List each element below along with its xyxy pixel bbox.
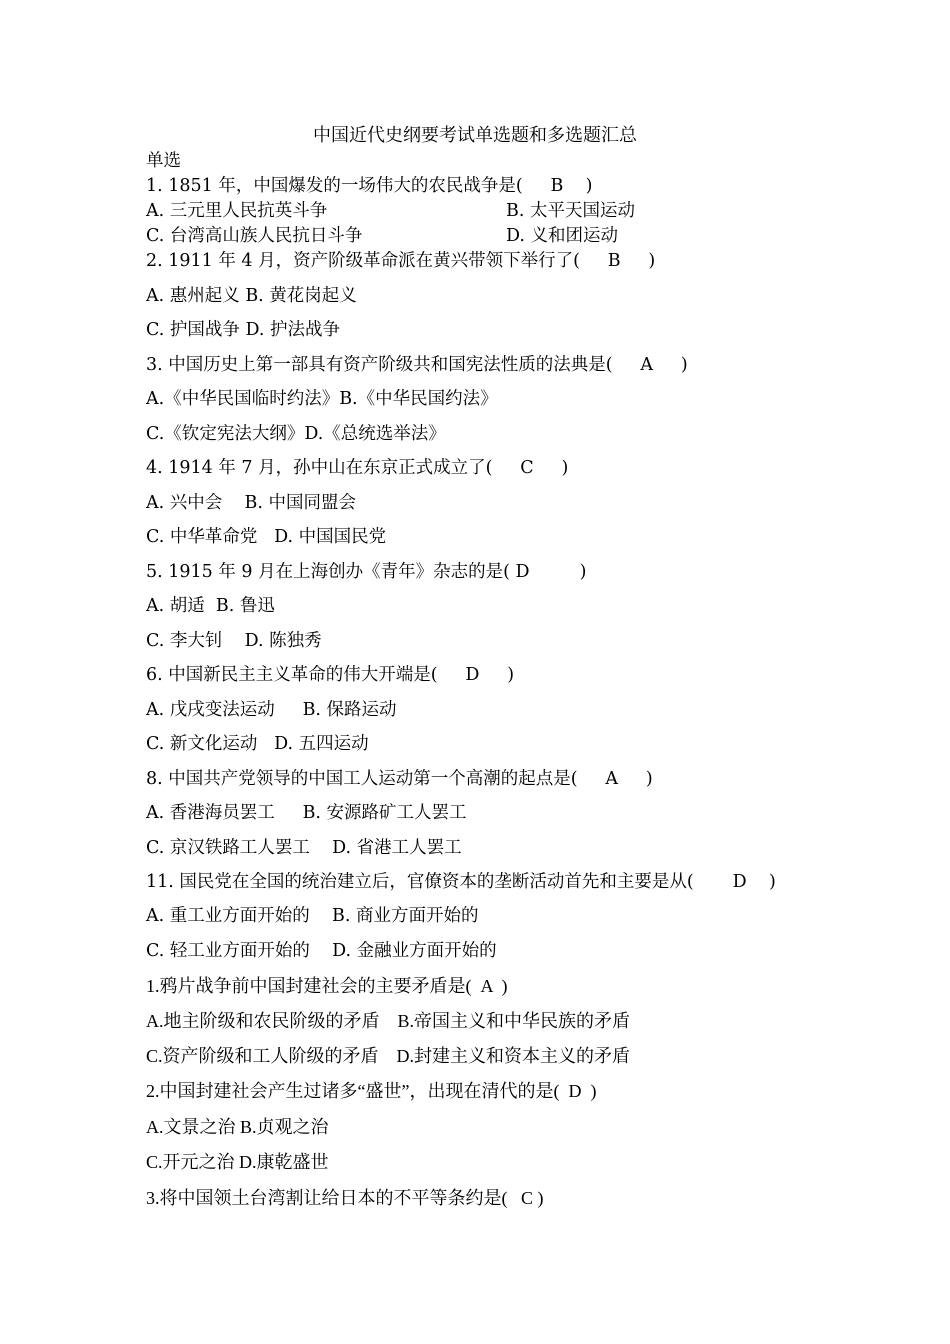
question-8-options-cd: C. 京汉铁路工人罢工 D. 省港工人罢工 [146, 838, 462, 858]
part2-question-2-options-ab: A.文景之治 B.贞观之治 [146, 1117, 329, 1137]
document-title: 中国近代史纲要考试单选题和多选题汇总 [313, 125, 637, 146]
question-2-options-cd: C. 护国战争 D. 护法战争 [146, 320, 340, 340]
question-11-options-cd: C. 轻工业方面开始的 D. 金融业方面开始的 [146, 941, 497, 961]
question-3-options-ab: A.《中华民国临时约法》B.《中华民国约法》 [146, 389, 498, 409]
section-label: 单选 [146, 151, 181, 171]
question-1-stem: 1. 1851 年，中国爆发的一场伟大的农民战争是( B ) [146, 176, 593, 196]
question-5-options-ab: A. 胡适 B. 鲁迅 [146, 596, 275, 616]
question-6-options-cd: C. 新文化运动 D. 五四运动 [146, 734, 369, 754]
part2-question-1-stem: 1.鸦片战争前中国封建社会的主要矛盾是( A ) [146, 976, 508, 996]
question-8-options-ab: A. 香港海员罢工 B. 安源路矿工人罢工 [146, 803, 467, 823]
question-8-stem: 8. 中国共产党领导的中国工人运动第一个高潮的起点是( A ) [146, 769, 653, 789]
part2-question-2-stem: 2.中国封建社会产生过诸多“盛世”，出现在清代的是( D ) [146, 1081, 597, 1101]
question-1-option-c: C. 台湾高山族人民抗日斗争 [146, 226, 363, 246]
question-4-options-cd: C. 中华革命党 D. 中国国民党 [146, 527, 387, 547]
question-11-stem: 11. 国民党在全国的统治建立后，官僚资本的垄断活动首先和主要是从( D ) [146, 872, 776, 892]
question-4-stem: 4. 1914 年 7 月，孙中山在东京正式成立了( C ) [146, 458, 569, 478]
part2-question-2-options-cd: C.开元之治 D.康乾盛世 [146, 1152, 329, 1172]
question-1-options-ab [146, 199, 846, 223]
part2-question-3-stem: 3.将中国领土台湾割让给日本的不平等条约是( C ) [146, 1188, 544, 1208]
question-6-options-ab: A. 戊戌变法运动 B. 保路运动 [146, 700, 397, 720]
question-4-options-ab: A. 兴中会 B. 中国同盟会 [146, 493, 356, 513]
question-6-stem: 6. 中国新民主主义革命的伟大开端是( D ) [146, 665, 515, 685]
question-1-options-cd [146, 224, 846, 248]
question-11-options-ab: A. 重工业方面开始的 B. 商业方面开始的 [146, 906, 479, 926]
question-2-options-ab: A. 惠州起义 B. 黄花岗起义 [146, 286, 357, 306]
question-1-option-d: D. 义和团运动 [506, 226, 619, 246]
part2-question-1-options-ab: A.地主阶级和农民阶级的矛盾 B.帝国主义和中华民族的矛盾 [146, 1011, 631, 1031]
question-5-options-cd: C. 李大钊 D. 陈独秀 [146, 631, 322, 651]
question-1-option-b: B. 太平天国运动 [506, 201, 635, 221]
question-2-stem: 2. 1911 年 4 月，资产阶级革命派在黄兴带领下举行了( B ) [146, 251, 656, 271]
question-3-options-cd: C.《钦定宪法大纲》D.《总统选举法》 [146, 424, 446, 444]
question-1-option-a: A. 三元里人民抗英斗争 [146, 201, 328, 221]
question-5-stem: 5. 1915 年 9 月在上海创办《青年》杂志的是( D ) [146, 562, 587, 582]
question-3-stem: 3. 中国历史上第一部具有资产阶级共和国宪法性质的法典是( A ) [146, 355, 688, 375]
part2-question-1-options-cd: C.资产阶级和工人阶级的矛盾 D.封建主义和资本主义的矛盾 [146, 1046, 631, 1066]
